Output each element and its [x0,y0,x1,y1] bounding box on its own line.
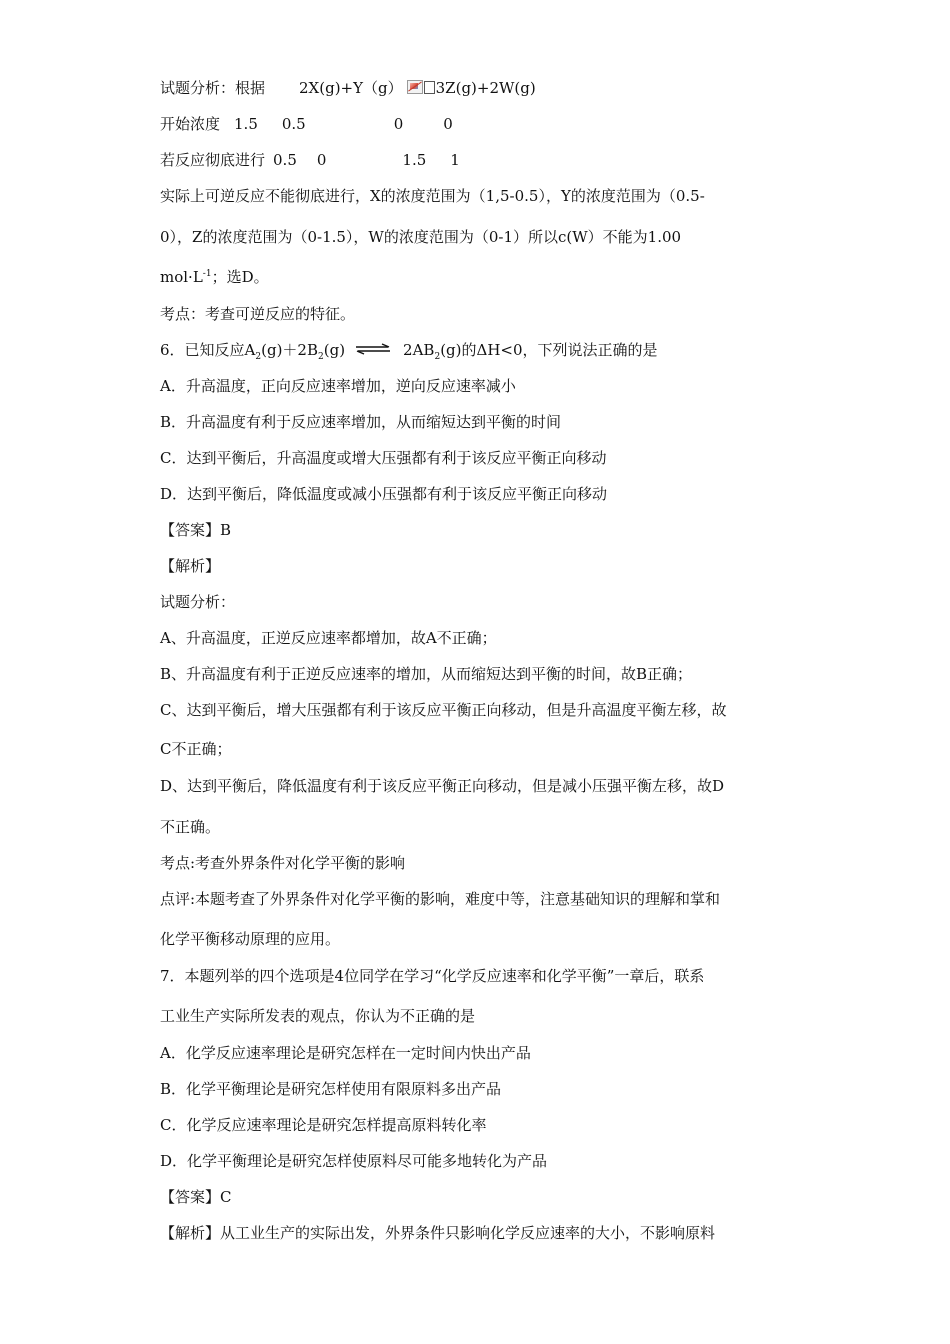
analysis-line: B、升高温度有利于正逆反应速率的增加，从而缩短达到平衡的时间，故B正确； [160,665,693,683]
jiexi-line: 【解析】从工业生产的实际出发，外界条件只影响化学反应速率的大小，不影响原料 [160,1224,716,1242]
unit-text: mol·L [160,268,203,286]
value-x: 1.5 [234,115,258,133]
option-b: B．化学平衡理论是研究怎样使用有限原料多出产品 [160,1080,502,1098]
value-z: 1.5 [402,151,427,169]
equilibrium-arrow-icon [355,343,391,355]
products-text: 3Z(g)+2W(g) [435,79,536,97]
initial-concentration-line [160,114,800,134]
stem-text: (g)的ΔH<0，下列说法正确的是 [440,341,658,359]
reactants-text: 2X(g)+Y（g） [299,79,403,97]
value-y: 0 [316,151,327,169]
jiexi-label: 【解析】 [160,557,221,575]
stem-text: 6．已知反应A [160,341,256,359]
kaodian-line: 考点:考查外界条件对化学平衡的影响 [160,854,406,872]
unit-superscript: -1 [202,269,212,279]
paragraph-line: 0），Z的浓度范围为（0-1.5），W的浓度范围为（0-1）所以c(W）不能为1.00 [160,228,682,246]
kaodian-line: 考点：考查可逆反应的特征。 [160,305,356,323]
paragraph-line [160,267,800,287]
analysis-line: 不正确。 [160,818,221,836]
value-z: 0 [393,115,404,133]
analysis-line: C、达到平衡后，增大压强都有利于该反应平衡正向移动，但是升高温度平衡左移，故 [160,701,727,719]
question-7-stem: 工业生产实际所发表的观点，你认为不正确的是 [160,1007,476,1025]
option-d: D．达到平衡后，降低温度或减小压强都有利于该反应平衡正向移动 [160,485,608,503]
dianping-line: 点评:本题考查了外界条件对化学平衡的影响，难度中等，注意基础知识的理解和掌和 [160,890,721,908]
answer-label: 【答案】B [160,521,232,539]
broken-image-icon [407,80,423,94]
value-w: 1 [450,151,460,169]
dianping-line: 化学平衡移动原理的应用。 [160,930,341,948]
subscript: 2 [318,352,324,362]
option-c: C．化学反应速率理论是研究怎样提高原料转化率 [160,1116,487,1134]
row-label: 开始浓度 [160,115,221,133]
missing-glyph-icon [424,81,435,94]
analysis-line: A、升高温度，正逆反应速率都增加，故A不正确； [160,629,497,647]
question-6-stem [160,340,800,360]
stem-text: (g) [323,341,346,359]
stem-text: (g)＋2B [261,341,318,359]
analysis-line-equation [160,78,800,98]
option-d: D．化学平衡理论是研究怎样使原料尽可能多地转化为产品 [160,1152,548,1170]
subscript: 2 [255,352,262,362]
analysis-line: C不正确； [160,740,232,758]
analysis-label: 试题分析：根据 [160,79,266,97]
choice-text: ；选D。 [211,268,269,286]
subscript: 2 [434,352,441,362]
answer-label: 【答案】C [160,1188,232,1206]
analysis-line: D、达到平衡后，降低温度有利于该反应平衡正向移动，但是减小压强平衡左移，故D [160,777,725,795]
option-c: C．达到平衡后，升高温度或增大压强都有利于该反应平衡正向移动 [160,449,607,467]
analysis-head: 试题分析： [160,593,236,611]
value-y: 0.5 [281,115,306,133]
row-label: 若反应彻底进行 [160,151,266,169]
paragraph-line: 实际上可逆反应不能彻底进行，X的浓度范围为（1,5-0.5），Y的浓度范围为（0.5- [160,187,705,205]
value-x: 0.5 [273,151,297,169]
stem-text: 2AB [403,341,435,359]
option-b: B．升高温度有利于反应速率增加，从而缩短达到平衡的时间 [160,413,562,431]
complete-reaction-line [160,150,800,170]
question-7-stem: 7．本题列举的四个选项是4位同学在学习“化学反应速率和化学平衡”一章后，联系 [160,967,705,985]
option-a: A．化学反应速率理论是研究怎样在一定时间内快出产品 [160,1044,531,1062]
option-a: A．升高温度，正向反应速率增加，逆向反应速率减小 [160,377,516,395]
value-w: 0 [443,115,453,133]
